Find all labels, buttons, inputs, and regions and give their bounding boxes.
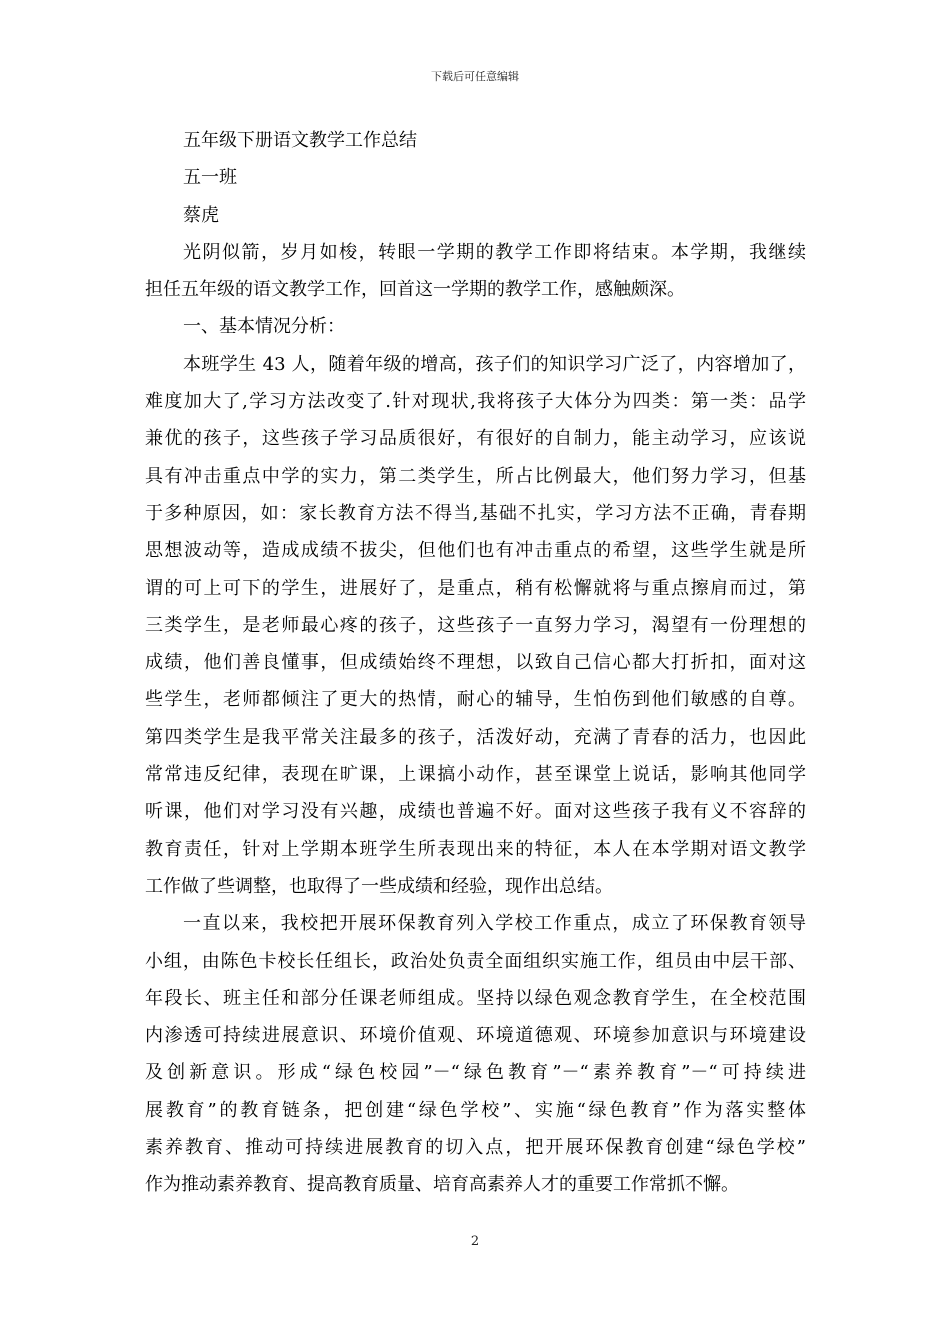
document-body (145, 122, 806, 1204)
document-title: 五年级下册语文教学工作总结 (183, 130, 417, 151)
analysis-line: 第四类学生是我平常关注最多的孩子，活泼好动，充满了青春的活力，也因此 (145, 726, 806, 748)
class-name: 五一班 (183, 167, 237, 189)
analysis-line: 难度加大了,学习方法改变了.针对现状,我将孩子大体分为四类：第一类：品学 (145, 391, 806, 413)
environment-line: 及创新意识。形成“绿色校园”－“绿色教育”－“素养教育”－“可持续进 (145, 1062, 806, 1084)
analysis-line: 听课，他们对学习没有兴趣，成绩也普遍不好。面对这些孩子我有义不容辞的 (145, 801, 806, 823)
analysis-line: 些学生，老师都倾注了更大的热情，耐心的辅导，生怕伤到他们敏感的自尊。 (145, 689, 806, 711)
environment-line: 作为推动素养教育、提高教育质量、培育高素养人才的重要工作常抓不懈。 (145, 1174, 739, 1196)
analysis-line: 工作做了些调整，也取得了一些成绩和经验，现作出总结。 (145, 875, 613, 897)
page-number: 2 (470, 1234, 480, 1249)
analysis-line: 谓的可上可下的学生，进展好了，是重点，稍有松懈就将与重点擦肩而过，第 (145, 577, 806, 599)
analysis-line: 成绩，他们善良懂事，但成绩始终不理想，以致自己信心都大打折扣，面对这 (145, 652, 806, 674)
analysis-line: 思想波动等，造成成绩不拔尖，但他们也有冲击重点的希望，这些学生就是所 (145, 540, 806, 562)
environment-line: 一直以来，我校把开展环保教育列入学校工作重点，成立了环保教育领导 (183, 913, 806, 935)
header-note: 下载后可任意编辑 (431, 70, 519, 83)
analysis-line: 具有冲击重点中学的实力，第二类学生，所占比例最大，他们努力学习，但基 (145, 465, 806, 487)
analysis-line: 常常违反纪律，表现在旷课，上课搞小动作，甚至课堂上说话，影响其他同学 (145, 764, 806, 786)
environment-line: 内渗透可持续进展意识、环境价值观、环境道德观、环境参加意识与环境建设 (145, 1025, 806, 1047)
intro-line: 光阴似箭，岁月如梭，转眼一学期的教学工作即将结束。本学期，我继续 (183, 241, 806, 263)
analysis-line: 三类学生，是老师最心疼的孩子，这些孩子一直努力学习，渴望有一份理想的 (145, 614, 806, 636)
environment-line: 素养教育、推动可持续进展教育的切入点，把开展环保教育创建“绿色学校” (145, 1137, 806, 1159)
section-heading: 一、基本情况分析： (183, 316, 345, 338)
analysis-line: 兼优的孩子，这些孩子学习品质很好，有很好的自制力，能主动学习，应该说 (145, 428, 806, 450)
environment-line: 年段长、班主任和部分任课老师组成。坚持以绿色观念教育学生，在全校范围 (145, 987, 806, 1009)
analysis-line: 于多种原因，如：家长教育方法不得当,基础不扎实，学习方法不正确，青春期 (145, 502, 806, 524)
analysis-line: 教育责任，针对上学期本班学生所表现出来的特征，本人在本学期对语文教学 (145, 838, 806, 860)
intro-line: 担任五年级的语文教学工作，回首这一学期的教学工作，感触颇深。 (145, 279, 685, 301)
environment-line: 小组，由陈色卡校长任组长，政治处负责全面组织实施工作，组员由中层干部、 (145, 950, 806, 972)
environment-line: 展教育”的教育链条，把创建“绿色学校”、实施“绿色教育”作为落实整体 (145, 1099, 806, 1121)
author-name: 蔡虎 (183, 204, 219, 226)
analysis-line: 本班学生 43 人，随着年级的增高，孩子们的知识学习广泛了，内容增加了， (183, 353, 806, 375)
